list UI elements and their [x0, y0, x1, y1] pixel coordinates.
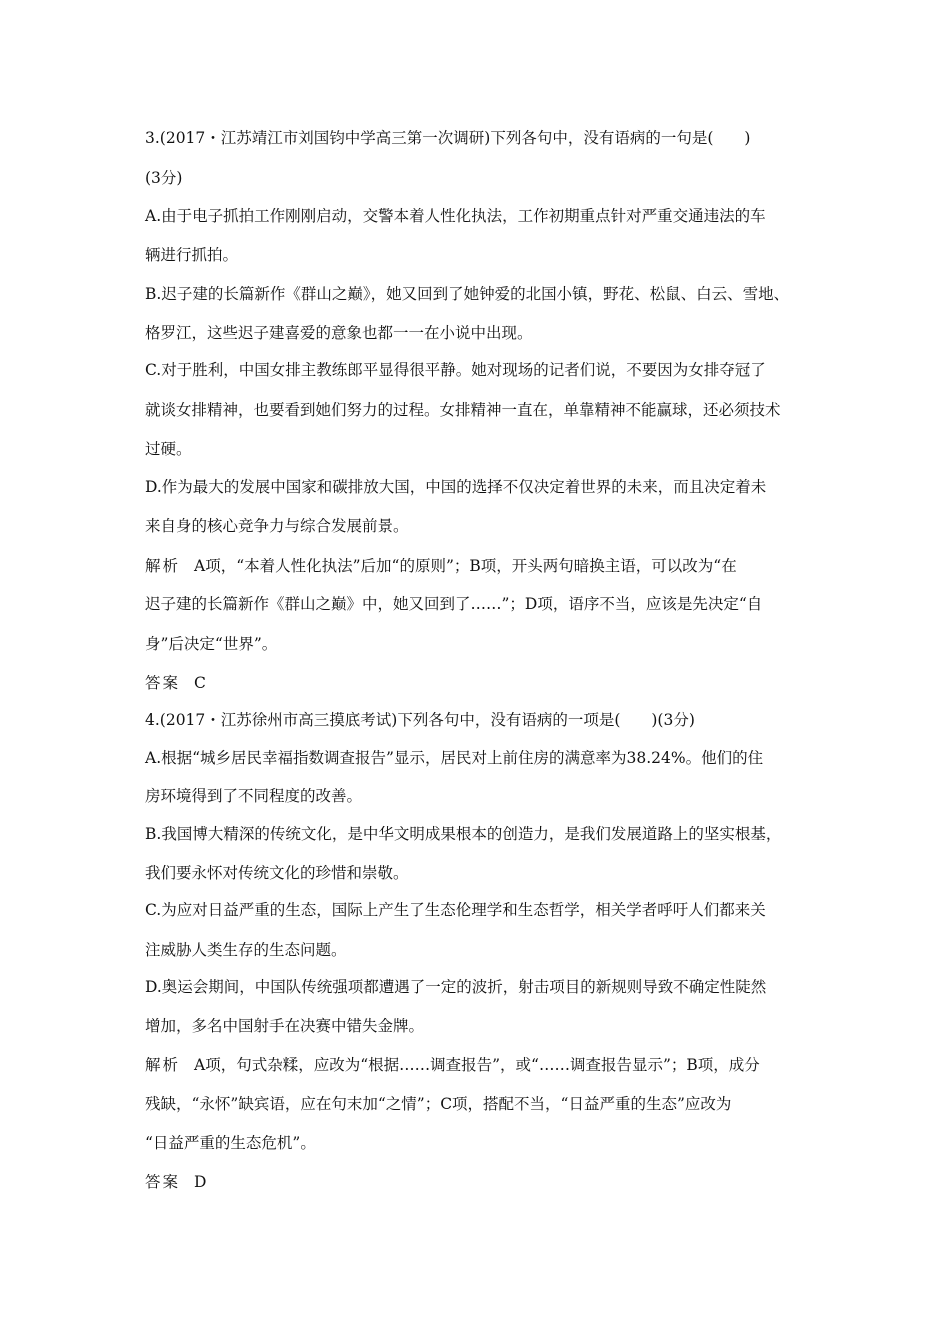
q4-answer-value: D	[194, 1173, 207, 1191]
q3-analysis-line-1	[145, 556, 825, 576]
q4-analysis-text-1: A项，句式杂糅，应改为“根据……调查报告”，或“……调查报告显示”；B项，成分	[194, 1056, 760, 1074]
q4-analysis-line-2: 残缺，“永怀”缺宾语，应在句末加“之情”；C项，搭配不当，“日益严重的生态”应改为	[145, 1095, 732, 1113]
q3-option-d-line-1: D.作为最大的发展中国家和碳排放大国，中国的选择不仅决定着世界的未来，而且决定着未	[145, 478, 767, 496]
q4-analysis-label: 解析	[145, 1056, 181, 1074]
q3-option-b-line-1: B.迟子建的长篇新作《群山之巅》，她又回到了她钟爱的北国小镇，野花、松鼠、白云、雪地、	[145, 285, 790, 303]
q3-stem-line-1: 3.(2017・江苏靖江市刘国钧中学高三第一次调研)下列各句中，没有语病的一句是( )	[145, 129, 751, 147]
q4-option-b-line-2: 我们要永怀对传统文化的珍惜和崇敬。	[145, 864, 409, 882]
q4-option-c-line-2: 注威胁人类生存的生态问题。	[145, 941, 347, 959]
q3-option-a-line-1: A.由于电子抓拍工作刚刚启动，交警本着人性化执法，工作初期重点针对严重交通违法的车	[145, 207, 766, 225]
q3-answer-label: 答案	[145, 674, 181, 692]
q4-stem-line-1: 4.(2017・江苏徐州市高三摸底考试)下列各句中，没有语病的一项是( )(3分)	[145, 711, 695, 729]
q3-option-a-line-2: 辆进行抓拍。	[145, 246, 239, 264]
q3-analysis-line-3: 身”后决定“世界”。	[145, 635, 278, 653]
q3-answer-value: C	[194, 674, 206, 692]
q4-answer-line	[145, 1172, 825, 1192]
q3-analysis-text-1: A项，“本着人性化执法”后加“的原则”；B项，开头两句暗换主语，可以改为“在	[194, 557, 737, 575]
q3-analysis-label: 解析	[145, 557, 181, 575]
q4-option-a-line-1: A.根据“城乡居民幸福指数调查报告”显示，居民对上前住房的满意率为38.24%。他们的住	[145, 749, 764, 767]
q3-analysis-line-2: 迟子建的长篇新作《群山之巅》中，她又回到了……”；D项，语序不当，应该是先决定“自	[145, 595, 763, 613]
q3-option-d-line-2: 来自身的核心竞争力与综合发展前景。	[145, 517, 409, 535]
q3-option-c-line-1: C.对于胜利，中国女排主教练郎平显得很平静。她对现场的记者们说，不要因为女排夺冠了	[145, 361, 766, 379]
q3-stem-line-2: (3分)	[145, 169, 183, 187]
q4-answer-label: 答案	[145, 1173, 181, 1191]
q4-analysis-line-1	[145, 1055, 825, 1075]
q3-option-c-line-2: 就谈女排精神，也要看到她们努力的过程。女排精神一直在，单靠精神不能赢球，还必须技术	[145, 401, 781, 419]
q3-option-c-line-3: 过硬。	[145, 440, 192, 458]
q4-option-c-line-1: C.为应对日益严重的生态，国际上产生了生态伦理学和生态哲学，相关学者呼吁人们都来关	[145, 901, 766, 919]
q4-option-d-line-2: 增加，多名中国射手在决赛中错失金牌。	[145, 1017, 425, 1035]
q4-option-b-line-1: B.我国博大精深的传统文化，是中华文明成果根本的创造力，是我们发展道路上的坚实根基，	[145, 825, 782, 843]
q3-option-b-line-2: 格罗江，这些迟子建喜爱的意象也都一一在小说中出现。	[145, 324, 533, 342]
q4-analysis-line-3: “日益严重的生态危机”。	[145, 1134, 316, 1152]
q3-answer-line	[145, 673, 825, 693]
q4-option-a-line-2: 房环境得到了不同程度的改善。	[145, 787, 363, 805]
q4-option-d-line-1: D.奥运会期间，中国队传统强项都遭遇了一定的波折，射击项目的新规则导致不确定性陡然	[145, 978, 767, 996]
